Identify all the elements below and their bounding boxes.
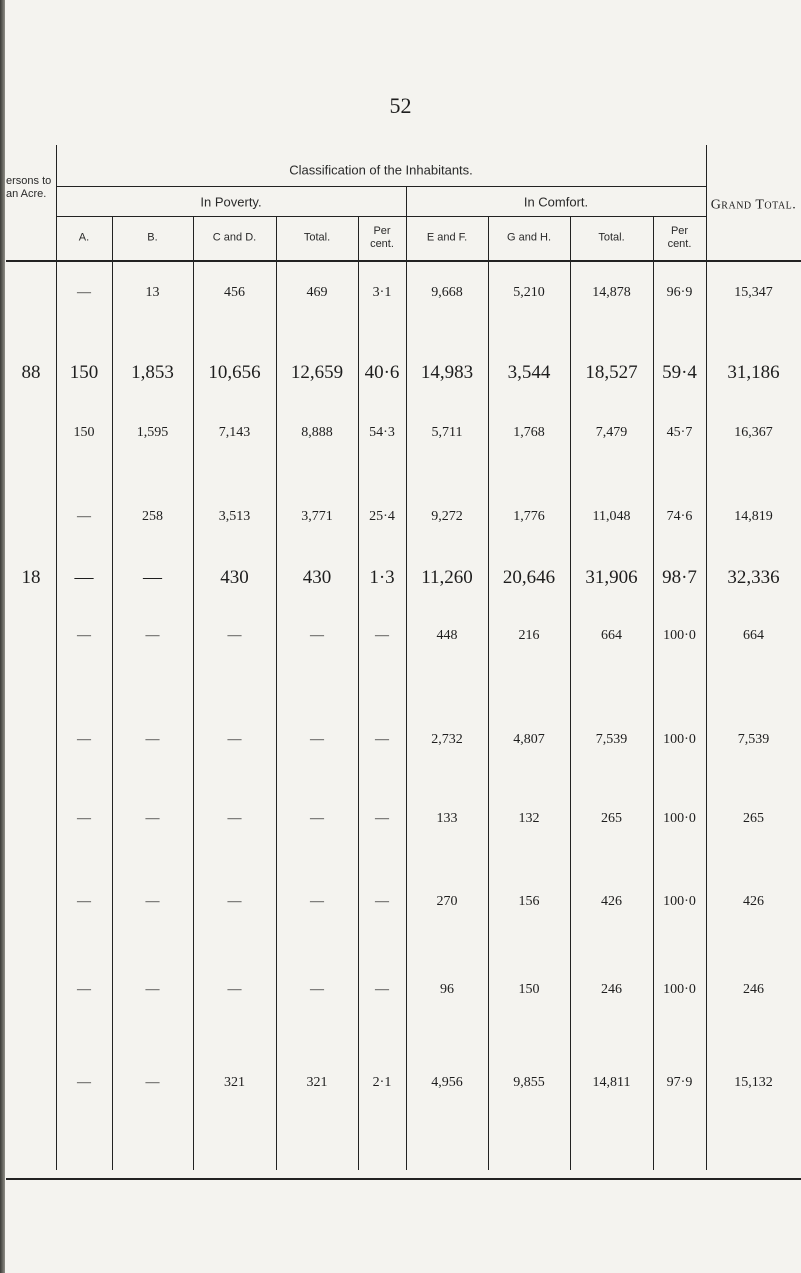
table-cell: 426 [601,894,622,909]
table-cell: 321 [224,1075,245,1090]
table-cell: 426 [743,894,764,909]
table-cell: 40·6 [364,362,400,383]
table-cell: 98·7 [662,567,697,588]
table-cell: — [145,628,160,643]
column-header: A. [78,231,90,244]
table-cell: — [227,628,242,643]
table-cell: 216 [518,628,540,643]
header-classification: Classification of the Inhabitants. [289,162,473,178]
table-cell: 3,544 [507,362,551,383]
table-cell: 14,819 [734,509,773,524]
table-cell: 100·0 [663,628,696,643]
persons-per-acre-value: 18 [21,567,41,588]
table-cell: 9,668 [431,285,463,300]
table-cell: 54·3 [369,425,395,440]
table-rule-vertical [488,216,489,1170]
table-cell: 2,732 [431,732,463,747]
table-cell: 100·0 [663,811,696,826]
table-cell: 664 [743,628,764,643]
table-cell: 1,595 [136,425,169,440]
table-cell: 100·0 [663,732,696,747]
table-cell: — [74,567,94,588]
table-cell: 11,048 [592,509,631,524]
table-cell: 5,711 [431,425,463,440]
table-cell: 3,771 [301,509,333,524]
table-cell: — [310,811,324,826]
table-cell: 9,272 [431,509,463,524]
table-cell: 74·6 [666,509,693,524]
table-cell: 12,659 [290,362,344,383]
table-cell: 150 [73,425,95,440]
table-cell: 265 [743,811,764,826]
table-cell: — [227,732,242,747]
table-cell: 321 [306,1075,328,1090]
column-header: Total. [598,231,625,244]
book-binding-edge [0,0,5,1273]
table-cell: 100·0 [663,894,696,909]
column-header: B. [147,231,158,244]
table-cell: — [310,894,324,909]
table-cell: 132 [518,811,540,826]
column-header: G and H. [506,231,552,244]
table-cell: — [310,982,324,997]
column-header: Per cent. [370,225,394,250]
table-rule-vertical [112,216,113,1170]
header-in-poverty: In Poverty. [200,194,262,210]
table-cell: 1,776 [513,509,545,524]
table-cell: 246 [601,982,622,997]
table-cell: 3·1 [372,285,392,300]
table-cell: — [77,982,91,997]
header-persons-per-acre: ersons to an Acre. [6,175,52,200]
table-cell: 100·0 [663,982,696,997]
table-rule-vertical [406,186,407,1170]
table-cell: — [145,811,160,826]
table-cell: 664 [601,628,622,643]
table-cell: 1,768 [513,425,545,440]
table-cell: 16,367 [734,425,773,440]
table-cell: 150 [69,362,99,383]
table-cell: — [77,732,91,747]
table-cell: — [227,811,242,826]
table-cell: — [77,285,91,300]
table-cell: — [310,628,324,643]
table-cell: 14,811 [592,1075,631,1090]
table-cell: 156 [518,894,540,909]
table-cell: 15,347 [734,285,773,300]
table-cell: 448 [436,628,458,643]
table-rule-vertical [653,216,654,1170]
table-cell: 1,853 [131,362,174,383]
table-cell: 20,646 [502,567,556,588]
table-cell: 31,186 [727,362,780,383]
table-cell: 97·9 [666,1075,693,1090]
table-cell: 2·1 [372,1075,392,1090]
table-cell: 430 [302,567,332,588]
column-header: Total. [303,231,331,244]
table-cell: — [77,894,91,909]
table-cell: — [227,982,242,997]
table-cell: 11,260 [421,567,473,588]
table-cell: — [310,732,324,747]
table-cell: 430 [220,567,249,588]
table-cell: 5,210 [513,285,545,300]
table-cell: 45·7 [666,425,693,440]
table-cell: 469 [306,285,328,300]
table-cell: 14,878 [592,285,631,300]
table-cell: 270 [436,894,458,909]
table-cell: — [77,509,91,524]
table-cell: 7,479 [595,425,628,440]
table-rule-horizontal [6,260,801,262]
table-cell: 456 [224,285,245,300]
table-cell: 18,527 [585,362,638,383]
table-rule-vertical [570,216,571,1170]
table-cell: — [227,894,242,909]
table-cell: — [77,628,91,643]
column-header: C and D. [212,231,257,244]
table-cell: — [77,811,91,826]
table-cell: — [145,732,160,747]
table-cell: 96 [440,982,454,997]
table-cell: — [145,1075,160,1090]
table-cell: 133 [436,811,458,826]
table-cell: 1·3 [369,567,395,588]
table-cell: 10,656 [208,362,261,383]
table-cell: 4,807 [513,732,545,747]
table-cell: 31,906 [585,567,638,588]
table-cell: — [145,982,160,997]
table-cell: — [145,894,160,909]
table-cell: 59·4 [662,362,697,383]
table-rule-horizontal [6,1178,801,1180]
table-cell: 32,336 [727,567,780,588]
header-in-comfort: In Comfort. [523,194,589,210]
table-cell: 13 [145,285,160,300]
table-cell: — [77,1075,91,1090]
persons-per-acre-value: 88 [21,362,41,383]
table-cell: — [375,628,389,643]
table-cell: 265 [601,811,622,826]
table-cell: 25·4 [369,509,395,524]
table-cell: 96·9 [666,285,693,300]
table-cell: 150 [518,982,540,997]
header-grand-total: Grand Total. [710,197,797,213]
table-cell: 3,513 [218,509,251,524]
table-cell: 4,956 [431,1075,463,1090]
table-rule-vertical [358,216,359,1170]
table-rule-vertical [276,216,277,1170]
table-cell: 9,855 [513,1075,545,1090]
column-header: E and F. [426,231,468,244]
table-cell: 7,143 [218,425,251,440]
table-rule-horizontal [56,186,706,187]
table-cell: 8,888 [301,425,333,440]
table-cell: 7,539 [737,732,770,747]
table-cell: — [375,811,389,826]
column-header: Per cent. [667,225,692,250]
table-cell: — [375,732,389,747]
table-cell: 246 [743,982,764,997]
table-cell: — [143,567,162,588]
table-cell: 15,132 [734,1075,773,1090]
table-rule-vertical [193,216,194,1170]
table-cell: 7,539 [595,732,628,747]
table-cell: 14,983 [420,362,474,383]
table-cell: — [375,982,389,997]
table-cell: — [375,894,389,909]
page-number: 52 [389,93,412,118]
table-rule-horizontal [56,216,706,217]
table-cell: 258 [142,509,163,524]
